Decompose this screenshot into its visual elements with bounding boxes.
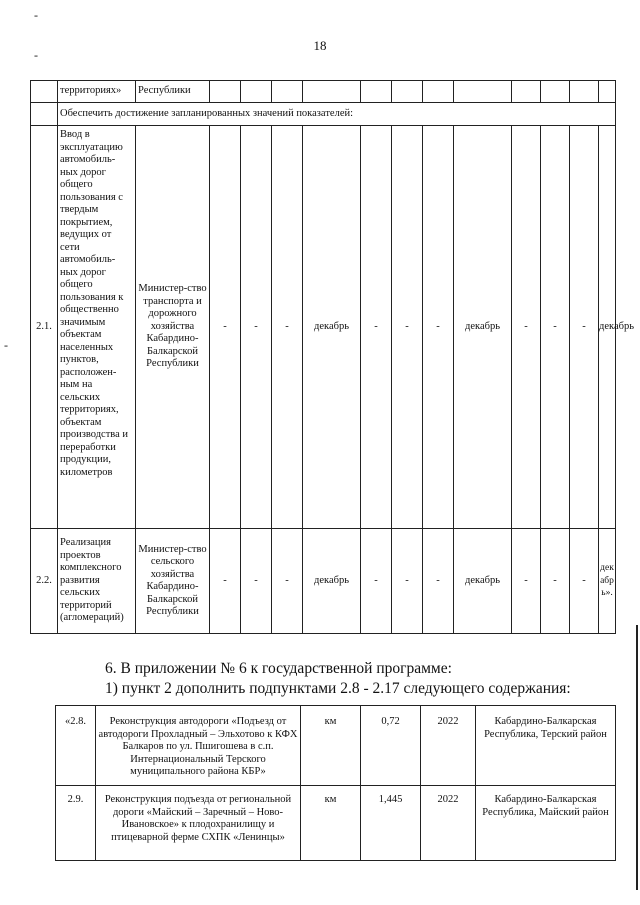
value: 1,445 bbox=[361, 786, 421, 861]
year: 2022 bbox=[421, 786, 476, 861]
value-cell: - bbox=[541, 126, 570, 529]
value-cell: - bbox=[423, 529, 454, 634]
value-cell: - bbox=[210, 126, 241, 529]
activities-table bbox=[30, 80, 634, 634]
value-cell: декабрь bbox=[454, 529, 512, 634]
value-cell: декабрь bbox=[454, 126, 512, 529]
value-cell: - bbox=[241, 529, 272, 634]
table-section-row bbox=[31, 103, 616, 126]
scan-mark-left: - bbox=[4, 338, 8, 352]
location: Кабардино-Балкарская Республика, Майский район bbox=[476, 786, 616, 861]
value-cell: - bbox=[241, 126, 272, 529]
cell-name: территориях» bbox=[58, 81, 136, 103]
value-cell: декабрь». bbox=[599, 529, 616, 634]
value-cell: - bbox=[423, 126, 454, 529]
value-cell: декабрь bbox=[303, 126, 361, 529]
indicator-name: Ввод в эксплуатацию автомобиль-ных дорог общего пользования с твердым покрытием, ведущих от сети автомобиль-ных дорог общего пользования к общественно значимым объектам населенных пунктов, расположен-ным на сельских территориях, объектам производства и переработки продукции, километров bbox=[58, 126, 136, 529]
scan-mark-top: - bbox=[34, 8, 38, 22]
value-cell: - bbox=[392, 126, 423, 529]
indicator-name: Реализация проектов комплексного развития сельских территорий (агломераций) bbox=[58, 529, 136, 634]
roads-table bbox=[55, 705, 616, 861]
value-cell: декабрь bbox=[599, 126, 616, 529]
location: Кабардино-Балкарская Республика, Терский район bbox=[476, 706, 616, 786]
scan-edge-line bbox=[636, 625, 638, 890]
value-cell: - bbox=[210, 529, 241, 634]
value-cell: - bbox=[570, 529, 599, 634]
cell-org: Республики bbox=[136, 81, 210, 103]
object-name: Реконструкция автодороги «Подъезд от автодороги Прохладный – Эльхотово к КФХ Балкаров по ул. Пшигошева в с.п. Интернациональный Терского муниципального района КБР» bbox=[96, 706, 301, 786]
unit: км bbox=[301, 706, 361, 786]
row-number: 2.2. bbox=[31, 529, 58, 634]
value-cell: - bbox=[512, 126, 541, 529]
section-title: Обеспечить достижение запланированных значений показателей: bbox=[58, 103, 616, 126]
table-row bbox=[31, 529, 616, 634]
value-cell: - bbox=[272, 126, 303, 529]
value-cell: - bbox=[361, 126, 392, 529]
table-row bbox=[56, 786, 616, 861]
year: 2022 bbox=[421, 706, 476, 786]
page-number: 18 bbox=[313, 38, 327, 53]
value-cell: - bbox=[570, 126, 599, 529]
object-name: Реконструкция подъезда от региональной дороги «Майский – Заречный – Ново-Ивановское» к плодохранилищу и птицеварной ферме СХПК «Ленинцы» bbox=[96, 786, 301, 861]
row-number: 2.9. bbox=[56, 786, 96, 861]
table-row bbox=[31, 126, 616, 529]
value: 0,72 bbox=[361, 706, 421, 786]
responsible-org: Министер-ство транспорта и дорожного хозяйства Кабардино-Балкарской Республики bbox=[136, 126, 210, 529]
unit: км bbox=[301, 786, 361, 861]
table-row bbox=[56, 706, 616, 786]
paragraph-line-2: 1) пункт 2 дополнить подпунктами 2.8 - 2.17 следующего содержания: bbox=[105, 680, 571, 697]
value-cell: - bbox=[512, 529, 541, 634]
value-cell: - bbox=[361, 529, 392, 634]
value-cell: - bbox=[392, 529, 423, 634]
table-row-continuation bbox=[31, 81, 616, 103]
value-cell: - bbox=[272, 529, 303, 634]
responsible-org: Министер-ство сельского хозяйства Кабардино-Балкарской Республики bbox=[136, 529, 210, 634]
scan-mark-middle: - bbox=[34, 48, 38, 62]
value-cell: - bbox=[541, 529, 570, 634]
row-number: «2.8. bbox=[56, 706, 96, 786]
value-cell: декабрь bbox=[303, 529, 361, 634]
row-number: 2.1. bbox=[31, 126, 58, 529]
paragraph-line-1: 6. В приложении № 6 к государственной программе: bbox=[105, 660, 452, 677]
